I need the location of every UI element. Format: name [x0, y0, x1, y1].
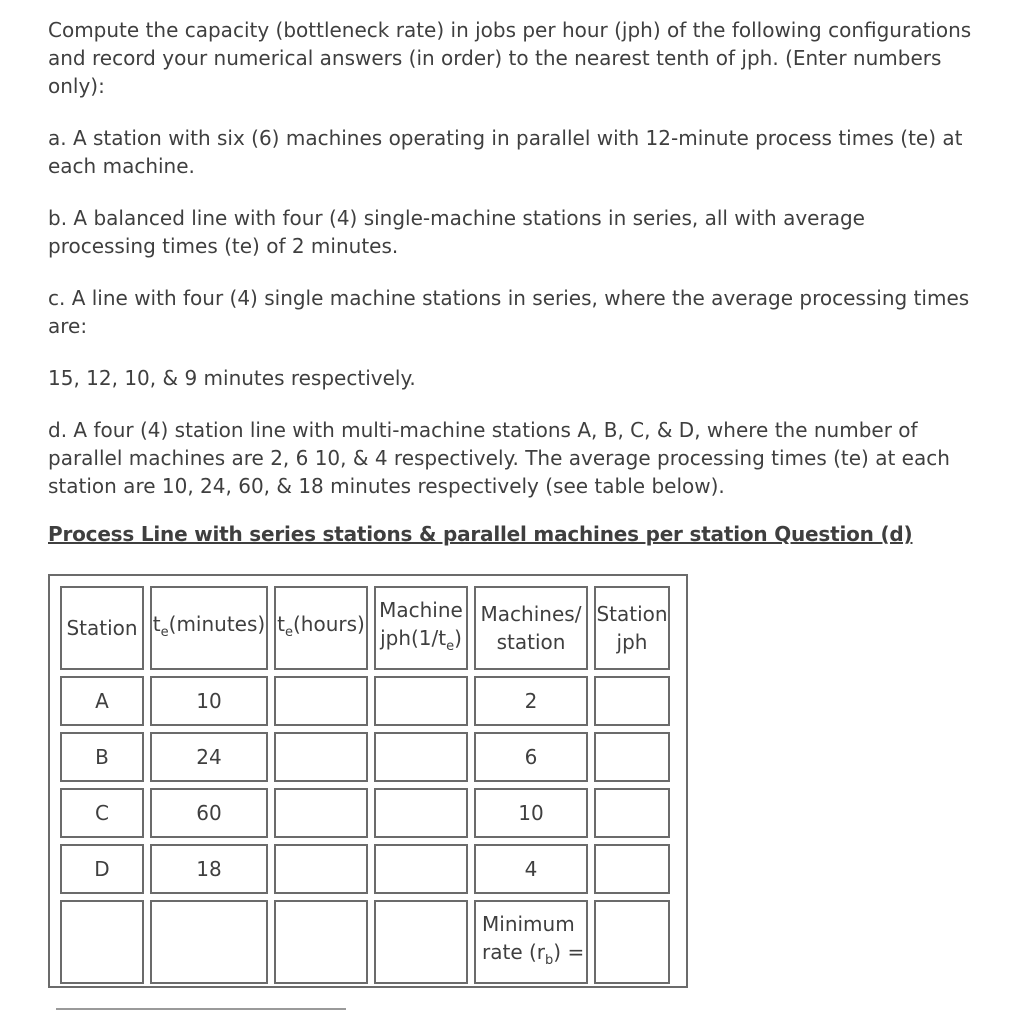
table-row [60, 732, 670, 782]
machine-jph-cell[interactable] [374, 788, 468, 838]
header-station-jph: Station jph [594, 586, 670, 670]
station-cell: B [60, 732, 144, 782]
process-table [54, 580, 676, 990]
te-hours-cell[interactable] [274, 844, 368, 894]
header-station: Station [60, 586, 144, 670]
table-row [60, 788, 670, 838]
question-part-c: c. A line with four (4) single machine stations in series, where the average processing times are: [48, 286, 970, 338]
machines-cell: 2 [474, 676, 588, 726]
empty-cell [274, 900, 368, 984]
header-te-hours: $t_e(hours)$ [274, 586, 368, 670]
machine-jph-cell[interactable] [374, 844, 468, 894]
empty-cell [374, 900, 468, 984]
question-part-b: b. A balanced line with four (4) single-machine stations in series, all with average processing times (te) of 2 minutes. [48, 206, 865, 258]
te-minutes-cell: 10 [150, 676, 268, 726]
station-jph-cell[interactable] [594, 844, 670, 894]
minimum-rate-answer-cell[interactable] [594, 900, 670, 984]
question-part-c-values: 15, 12, 10, & 9 minutes respectively. [48, 366, 416, 390]
te-minutes-cell: 24 [150, 732, 268, 782]
answer-divider [56, 1008, 346, 1010]
question-part-a: a. A station with six (6) machines operating in parallel with 12-minute process times (te) at each machine. [48, 126, 963, 178]
machine-jph-cell[interactable] [374, 676, 468, 726]
empty-cell [60, 900, 144, 984]
process-line-table [48, 574, 688, 988]
station-cell: D [60, 844, 144, 894]
station-jph-cell[interactable] [594, 676, 670, 726]
te-minutes-cell: 60 [150, 788, 268, 838]
te-hours-cell[interactable] [274, 676, 368, 726]
station-cell: A [60, 676, 144, 726]
question-intro: Compute the capacity (bottleneck rate) in jobs per hour (jph) of the following configurations and record your numerical answers (in order) to the nearest tenth of jph. (Enter numbers only): [48, 18, 972, 98]
machines-cell: 6 [474, 732, 588, 782]
table-row [60, 844, 670, 894]
empty-cell [150, 900, 268, 984]
table-row [60, 676, 670, 726]
table-heading: Process Line with series stations & parallel machines per station Question (d) [48, 522, 913, 546]
machine-jph-cell[interactable] [374, 732, 468, 782]
header-machines-per-station: Machines/ station [474, 586, 588, 670]
minimum-rate-row [60, 900, 670, 984]
machines-cell: 4 [474, 844, 588, 894]
station-jph-cell[interactable] [594, 732, 670, 782]
machines-cell: 10 [474, 788, 588, 838]
header-te-minutes: $t_e(minutes)$ [150, 586, 268, 670]
te-hours-cell[interactable] [274, 788, 368, 838]
table-header-row [60, 586, 670, 670]
minimum-rate-label: Minimum rate $(r_b)$ = [474, 900, 588, 984]
question-part-d: d. A four (4) station line with multi-machine stations A, B, C, & D, where the number of parallel machines are 2, 6 10, & 4 respectively. The average processing times (te) at each station are 10, 24, 60, & 18 minutes respectively (see table below). [48, 418, 950, 498]
station-cell: C [60, 788, 144, 838]
station-jph-cell[interactable] [594, 788, 670, 838]
te-hours-cell[interactable] [274, 732, 368, 782]
te-minutes-cell: 18 [150, 844, 268, 894]
header-machine-jph: Machine $jph(1/t_e)$ [374, 586, 468, 670]
